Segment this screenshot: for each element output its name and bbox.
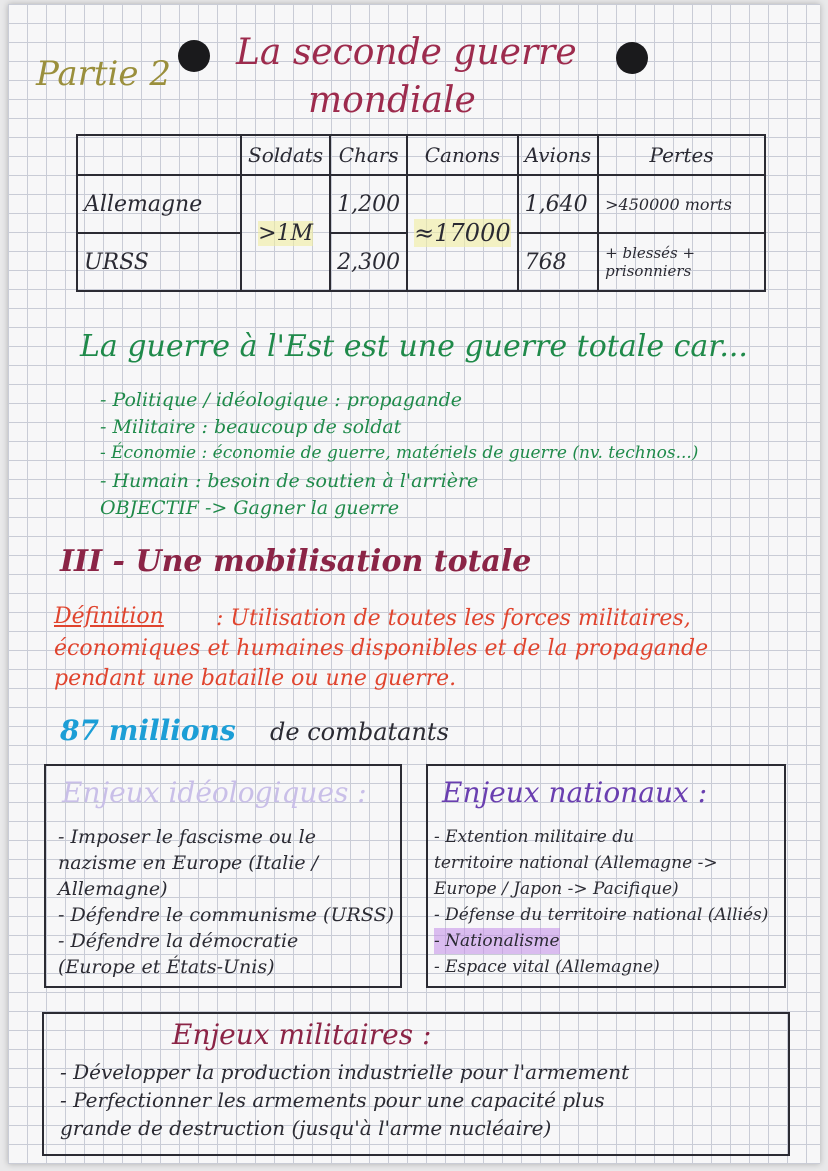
page-title-line2: mondiale (308, 80, 476, 121)
pertes-cell: + blessés + prisonniers (598, 233, 765, 291)
list-item: OBJECTIF -> Gagner la guerre (100, 497, 400, 519)
pertes-cell: >450000 morts (598, 175, 765, 233)
header-cell-avions: Avions (518, 135, 599, 175)
list-item: - Politique / idéologique : propagande (100, 389, 463, 411)
list-item: - Espace vital (Allemagne) (434, 957, 660, 977)
punch-hole (616, 42, 648, 74)
box-body (60, 1058, 629, 1142)
soldats-merged-cell (241, 175, 330, 291)
list-item: - Défense du territoire national (Alliés) (434, 905, 769, 925)
list-item: Europe / Japon -> Pacifique) (434, 879, 679, 899)
combatants-number: 87 millions (60, 714, 236, 747)
part-label: Partie 2 (36, 54, 171, 94)
list-item: - Défendre la démocratie (58, 930, 299, 952)
list-item: - Économie : économie de guerre, matériels de guerre (nv. technos...) (100, 443, 699, 463)
definition-text: : Utilisation de toutes les forces militaires, économiques et humaines disponibles et de la propagande pendant une bataille ou une guerre. (54, 606, 709, 691)
list-item: territoire national (Allemagne -> (434, 853, 718, 873)
list-item: - Perfectionner les armements pour une capacité plus (60, 1088, 605, 1112)
country-cell: URSS (77, 233, 241, 291)
list-item: (Europe et États-Unis) (58, 956, 275, 978)
page-title-line1: La seconde guerre (236, 32, 577, 73)
combatants-label: de combatants (270, 718, 449, 746)
punch-hole (178, 40, 210, 72)
list-item: grande de destruction (jusqu'à l'arme nucléaire) (60, 1116, 552, 1140)
notebook-page (8, 4, 820, 1164)
header-cell-chars: Chars (330, 135, 407, 175)
box-body (58, 824, 394, 980)
header-cell-empty (77, 135, 241, 175)
list-item: - Imposer le fascisme ou le (58, 826, 316, 848)
header-cell-soldats: Soldats (241, 135, 330, 175)
table-row (77, 175, 765, 233)
box-title: Enjeux idéologiques : (62, 776, 367, 809)
list-item: - Humain : besoin de soutien à l'arrière (100, 470, 479, 492)
soldats-value: >1M (258, 220, 314, 246)
avions-cell: 768 (518, 233, 599, 291)
chars-cell: 1,200 (330, 175, 407, 233)
list-item: - Militaire : beaucoup de soldat (100, 416, 402, 438)
total-war-heading: La guerre à l'Est est une guerre totale car... (80, 329, 748, 364)
list-item: - Extention militaire du (434, 827, 635, 847)
country-cell: Allemagne (77, 175, 241, 233)
enjeux-militaires-box (42, 1012, 790, 1156)
chars-cell: 2,300 (330, 233, 407, 291)
box-title: Enjeux nationaux : (442, 776, 708, 809)
table-header-row (77, 135, 765, 175)
section-title: III - Une mobilisation totale (60, 544, 532, 579)
enjeux-ideologiques-box (44, 764, 402, 988)
enjeux-nationaux-box (426, 764, 786, 988)
military-stats-table (76, 134, 766, 292)
list-item: - Défendre le communisme (URSS) (58, 904, 394, 926)
box-body (434, 824, 768, 980)
canons-merged-cell (407, 175, 517, 291)
canons-value: ≈17000 (414, 219, 511, 247)
list-item: nazisme en Europe (Italie / (58, 852, 319, 874)
definition-label: Définition (54, 604, 164, 629)
list-item: - Développer la production industrielle pour l'armement (60, 1060, 630, 1084)
header-cell-canons: Canons (407, 135, 517, 175)
avions-cell: 1,640 (518, 175, 599, 233)
box-title: Enjeux militaires : (172, 1018, 432, 1051)
header-cell-pertes: Pertes (598, 135, 765, 175)
list-item: Allemagne) (58, 878, 168, 900)
list-item: - Nationalisme (434, 928, 560, 954)
